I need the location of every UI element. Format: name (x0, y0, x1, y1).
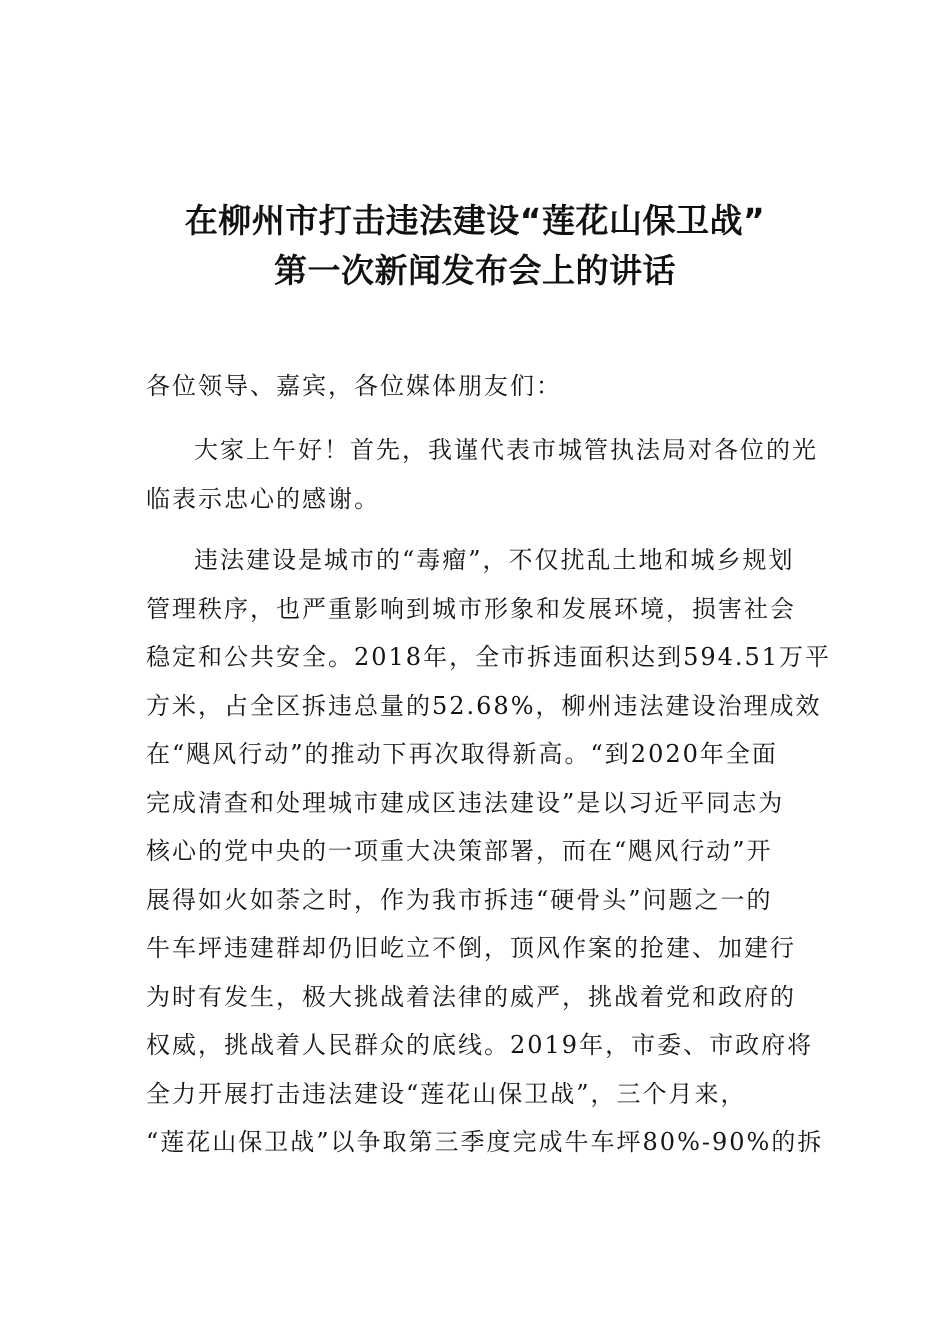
paragraph-line: 管理秩序，也严重影响到城市形象和发展环境，损害社会 (146, 594, 796, 623)
title-line-1: 在柳州市打击违法建设“莲花山保卫战” (184, 201, 766, 240)
paragraph-line: 稳定和公共安全。2018年，全市拆违面积达到594.51万平 (146, 643, 832, 671)
paragraph-line: 大家上午好！首先，我谨代表市城管执法局对各位的光 (194, 436, 818, 464)
paragraph-line: 在“飓风行动”的推动下再次取得新高。“到2020年全面 (146, 740, 778, 768)
document-title (0, 196, 950, 296)
paragraph-line: 临表示忠心的感谢。 (146, 484, 380, 513)
paragraph-line: 全力开展打击违法建设“莲花山保卫战”，三个月来， (146, 1079, 747, 1108)
paragraph-line: “莲花山保卫战”以争取第三季度完成牛车坪80%-90%的拆 (146, 1128, 824, 1156)
paragraph-line: 违法建设是城市的“毒瘤”，不仅扰乱土地和城乡规划 (194, 546, 795, 574)
paragraph-line: 为时有发生，极大挑战着法律的威严，挑战着党和政府的 (146, 982, 796, 1011)
paragraph-line: 权威，挑战着人民群众的底线。2019年，市委、市政府将 (146, 1031, 814, 1059)
paragraph-main (146, 536, 832, 1167)
salutation-text: 各位领导、嘉宾，各位媒体朋友们： (146, 372, 562, 400)
paragraph-line: 牛车坪违建群却仍旧屹立不倒，顶风作案的抢建、加建行 (146, 934, 796, 962)
salutation (146, 362, 811, 411)
paragraph-line: 核心的党中央的一项重大决策部署，而在“飓风行动”开 (146, 837, 773, 865)
title-line-2: 第一次新闻发布会上的讲话 (274, 251, 676, 290)
paragraph-line: 完成清查和处理城市建成区违法建设”是以习近平同志为 (146, 788, 785, 817)
paragraph-greeting (146, 426, 818, 523)
paragraph-line: 展得如火如荼之时，作为我市拆违“硬骨头”问题之一的 (146, 885, 773, 914)
paragraph-line: 方米，占全区拆违总量的52.68%，柳州违法建设治理成效 (146, 691, 822, 720)
